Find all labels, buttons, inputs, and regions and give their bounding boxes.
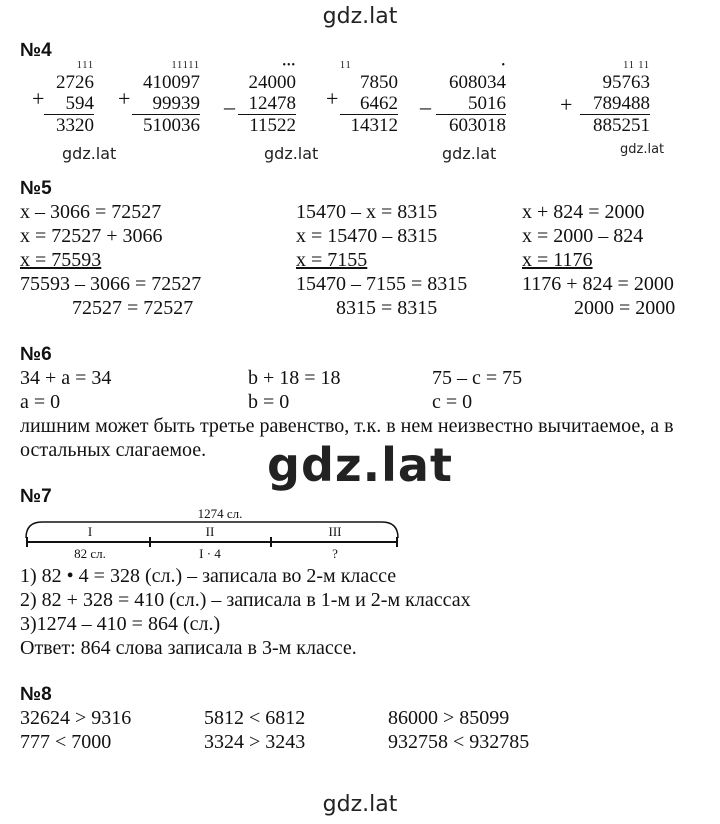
column-sign: + — [118, 86, 131, 111]
task5-column-1 — [20, 200, 201, 320]
comparison: 777 < 7000 — [20, 731, 112, 753]
solution-step: 3)1274 – 410 = 864 (сл.) — [20, 613, 221, 635]
carry-digits: 11 — [340, 60, 352, 71]
borrow-dots: ••• — [282, 60, 296, 71]
column-addition-4 — [340, 60, 398, 136]
comparison: 86000 > 85099 — [388, 707, 510, 729]
operand-a: 24000 — [248, 72, 296, 93]
operand-b: 99939 — [132, 93, 200, 115]
result: 14312 — [350, 115, 398, 136]
operand-b: 594 — [44, 93, 94, 115]
task5-title: №5 — [20, 178, 52, 199]
solution-answer: Ответ: 864 слова записала в 3-м классе. — [20, 637, 357, 659]
task6-column-2 — [248, 366, 341, 414]
comparison: 32624 > 9316 — [20, 707, 132, 729]
equation-answer: a = 0 — [20, 391, 61, 413]
operand-a: 608034 — [449, 72, 506, 93]
equation-line: x = 72527 + 3066 — [20, 225, 163, 247]
carry-digits: 111 — [76, 60, 94, 71]
equation-answer: x = 1176 — [522, 249, 593, 271]
equation-line: x + 824 = 2000 — [522, 201, 645, 223]
equation-answer: b = 0 — [248, 391, 290, 413]
equation-line: x = 15470 – 8315 — [296, 225, 438, 247]
diagram-line — [26, 541, 398, 543]
diagram-segment-2: II — [205, 524, 215, 539]
equation-check-result: 8315 = 8315 — [336, 297, 438, 319]
column-addition-2 — [132, 60, 200, 136]
watermark-center: gdz.lat — [267, 438, 453, 492]
equation-line: 75 – c = 75 — [432, 367, 523, 389]
equation-line: 34 + a = 34 — [20, 367, 112, 389]
diagram-total-label: 1274 сл. — [197, 506, 243, 521]
comparison: 5812 < 6812 — [204, 707, 306, 729]
equation-answer: x = 7155 — [296, 249, 368, 271]
result: 3320 — [56, 115, 94, 136]
task5-column-2 — [296, 200, 467, 320]
task6-column-3 — [432, 366, 522, 414]
watermark-row: gdz.lat — [62, 144, 117, 163]
task8-column-3 — [388, 706, 529, 754]
task6-explanation — [20, 414, 674, 462]
result: 11522 — [249, 115, 296, 136]
watermark-bottom: gdz.lat — [322, 792, 398, 817]
column-subtraction-3 — [238, 60, 296, 136]
equation-check: 1176 + 824 = 2000 — [522, 273, 674, 295]
operand-a: 7850 — [360, 72, 398, 93]
borrow-dots: • — [501, 60, 506, 71]
equation-check-result: 72527 = 72527 — [72, 297, 194, 319]
solution-step: 2) 82 + 328 = 410 (сл.) – записала в 1-м и 2-м классах — [20, 589, 471, 611]
diagram-segment-1: I — [87, 524, 93, 539]
comparison: 932758 < 932785 — [388, 731, 530, 753]
watermark-row: gdz.lat — [442, 144, 497, 163]
column-addition-6 — [580, 60, 650, 136]
operand-b: 6462 — [340, 93, 398, 115]
task4-title: №4 — [20, 40, 52, 61]
operand-a: 95763 — [602, 72, 650, 93]
result: 885251 — [593, 115, 650, 136]
equation-line: x – 3066 = 72527 — [20, 201, 162, 223]
result: 510036 — [143, 115, 200, 136]
carry-digits: 11 11 — [623, 60, 650, 71]
task8-column-2 — [204, 706, 305, 754]
operand-a: 410097 — [143, 72, 200, 93]
operand-a: 2726 — [56, 72, 94, 93]
task6-column-1 — [20, 366, 111, 414]
watermark-row: gdz.lat — [264, 144, 319, 163]
explanation-line: остальных слагаемое. — [20, 439, 207, 461]
diagram-tick — [26, 537, 28, 547]
diagram-value-2: I · 4 — [199, 546, 221, 561]
task7-solution — [20, 564, 471, 660]
equation-answer: x = 75593 — [20, 249, 102, 271]
column-subtraction-5 — [436, 60, 506, 136]
column-sign: + — [560, 92, 573, 117]
equation-line: b + 18 = 18 — [248, 367, 341, 389]
diagram-value-1: 82 сл. — [74, 546, 106, 561]
explanation-line: лишним может быть третье равенство, т.к. в нем неизвестно вычитаемое, а в — [20, 415, 674, 437]
task5-column-3 — [522, 200, 675, 320]
operand-b: 5016 — [436, 93, 506, 115]
result: 603018 — [449, 115, 506, 136]
equation-line: 15470 – x = 8315 — [296, 201, 438, 223]
watermark-row: gdz.lat — [620, 142, 665, 157]
equation-check-result: 2000 = 2000 — [574, 297, 676, 319]
task8-title: №8 — [20, 684, 52, 705]
column-sign: + — [32, 86, 45, 111]
equation-check: 75593 – 3066 = 72527 — [20, 273, 202, 295]
operand-b: 12478 — [238, 93, 296, 115]
task7-title: №7 — [20, 486, 52, 507]
column-addition-1 — [44, 60, 94, 136]
carry-digits: 11111 — [171, 60, 200, 71]
comparison: 3324 > 3243 — [204, 731, 306, 753]
solution-step: 1) 82 • 4 = 328 (сл.) – записала во 2-м классе — [20, 565, 397, 587]
equation-answer: c = 0 — [432, 391, 473, 413]
operand-b: 789488 — [580, 93, 650, 115]
diagram-value-3: ? — [332, 546, 338, 561]
task8-column-1 — [20, 706, 131, 754]
watermark-top: gdz.lat — [322, 4, 398, 29]
equation-check: 15470 – 7155 = 8315 — [296, 273, 468, 295]
diagram-segment-3: III — [328, 524, 342, 539]
task6-title: №6 — [20, 344, 52, 365]
column-sign: + — [326, 86, 339, 111]
column-sign: – — [420, 94, 431, 119]
equation-line: x = 2000 – 824 — [522, 225, 644, 247]
column-sign: – — [224, 94, 235, 119]
